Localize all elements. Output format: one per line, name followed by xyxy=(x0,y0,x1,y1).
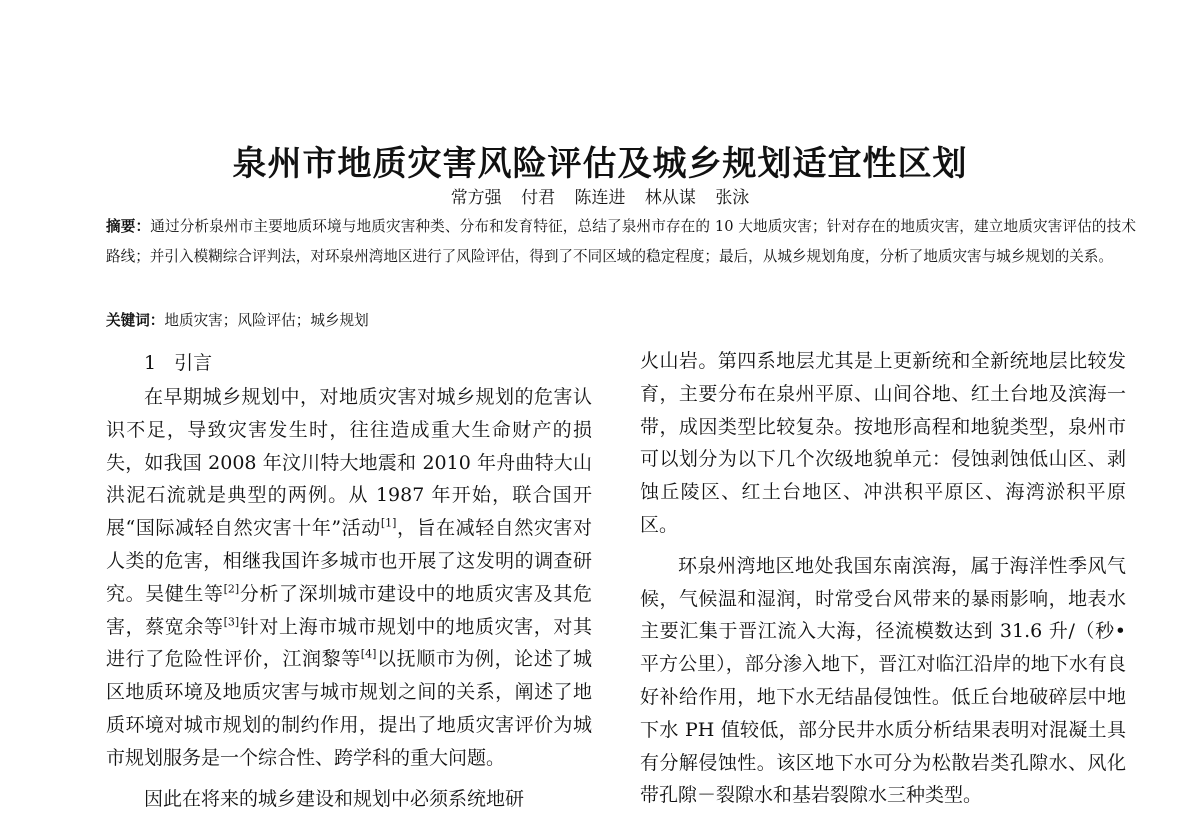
intro-paragraph xyxy=(106,381,592,775)
author-name: 常方强 xyxy=(450,188,502,208)
section-title: 引言 xyxy=(174,352,213,374)
paragraph-text: ，旨在减轻自然灾害对人类的危害，相继我国许多城市也开展了这发明的调查研究。吴健生等 xyxy=(106,517,592,605)
left-column xyxy=(106,345,592,815)
paragraph-text: 以抚顺市为例，论述了城区地质环境及地质灾害与城市规划之间的关系，阐述了地质环境对城市规划的制约作用，提出了地质灾害评价为城市规划服务是一个综合性、跨学科的重大问题。 xyxy=(106,648,592,769)
paragraph-text: 针对上海市城市规划中的地质灾害，对其进行了危险性评价，江润黎等 xyxy=(106,615,592,671)
paragraph-text: 分析了深圳城市建设中的地质灾害及其危害，蔡宽余等 xyxy=(106,582,592,638)
paragraph-text: 在早期城乡规划中，对地质灾害对城乡规划的危害认识不足，导致灾害发生时，往往造成重大生命财产的损失，如我国 2008 年汶川特大地震和 2010 年舟曲特大山洪泥石流就是典型的两例。从 1987 年开始，联合国开展“国际减轻自然灾害十年”活动 xyxy=(106,386,592,540)
right-column xyxy=(640,345,1126,812)
abstract-label: 摘要： xyxy=(106,218,151,235)
body-paragraph: 火山岩。第四系地层尤其是上更新统和全新统地层比较发育，主要分布在泉州平原、山间谷地、红土台地及滨海一带，成因类型比较复杂。按地形高程和地貌类型，泉州市可以划分为以下几个次级地貌单元：侵蚀剥蚀低山区、剥蚀丘陵区、红土台地区、冲洪积平原区、海湾淤积平原区。 xyxy=(640,350,1126,536)
section-heading xyxy=(106,345,592,381)
section-number: 1 xyxy=(144,352,157,374)
keywords-label: 关键词： xyxy=(106,312,165,329)
paper-title: 泉州市地质灾害风险评估及城乡规划适宜性区划 xyxy=(232,144,968,184)
author-name: 张泳 xyxy=(715,188,750,208)
author-name: 陈连进 xyxy=(574,188,626,208)
citation-ref: [4] xyxy=(360,648,377,662)
author-list xyxy=(0,183,1200,208)
abstract-text: 通过分析泉州市主要地质环境与地质灾害种类、分布和发育特征，总结了泉州市存在的 10 大地质灾害；针对存在的地质灾害，建立地质灾害评估的技术路线；并引入模糊综合评判法，对环泉州湾地区进行了风险评估，得到了不同区域的稳定程度；最后，从城乡规划角度，分析了地质灾害与城乡规划的关系。 xyxy=(106,218,1136,265)
body-paragraph: 环泉州湾地区地处我国东南滨海，属于海洋性季风气候，气候温和湿润，时常受台风带来的暴雨影响，地表水主要汇集于晋江流入大海，径流模数达到 31.6 升/（秒•平方公里），部分渗入地下，晋江对临江沿岸的地下水有良好补给作用，地下水无结晶侵蚀性。低丘台地破碎层中地下水 PH 值较低，部分民井水质分析结果表明对混凝土具有分解侵蚀性。该区地下水可分为松散岩类孔隙水、风化带孔隙－裂隙水和基岩裂隙水三种类型。 xyxy=(640,554,1126,807)
abstract xyxy=(106,212,1136,272)
author-name: 林从谋 xyxy=(644,188,696,208)
citation-ref: [1] xyxy=(380,516,397,530)
citation-ref: [3] xyxy=(223,615,240,629)
citation-ref: [2] xyxy=(223,582,240,596)
keywords-text: 地质灾害；风险评估；城乡规划 xyxy=(164,312,369,329)
body-paragraph: 因此在将来的城乡建设和规划中必须系统地研 xyxy=(144,787,525,810)
author-name: 付君 xyxy=(521,188,556,208)
keywords xyxy=(106,308,1136,334)
